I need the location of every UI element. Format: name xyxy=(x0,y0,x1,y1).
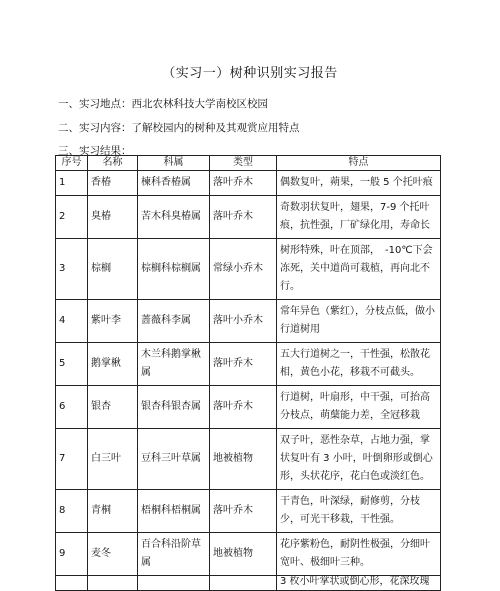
cell-no: 6 xyxy=(56,386,88,429)
cell-no: 3 xyxy=(56,239,88,300)
table-row xyxy=(56,429,441,490)
cell-family: 蔷薇科李属 xyxy=(138,300,210,343)
cell-family: 梧桐科梧桐属 xyxy=(138,490,210,533)
cell-feature: 干青色，叶深绿，耐修剪，分枝少，可光干移栽，干性强。 xyxy=(277,490,441,533)
cell-feature: 树形特殊，叶在顶部， -10℃下会冻死，关中道尚可栽植，再向北不行。 xyxy=(277,239,441,300)
cell-type: 落叶乔木 xyxy=(210,343,277,386)
cell-name: 鹅掌楸 xyxy=(88,343,138,386)
results-table xyxy=(55,155,441,591)
cell-no: 4 xyxy=(56,300,88,343)
cell-name: 臭椿 xyxy=(88,196,138,239)
cell-no: 7 xyxy=(56,429,88,490)
cell-type: 地被植物 xyxy=(210,533,277,576)
table-row xyxy=(56,300,441,343)
cell-feature: 行道树，叶扇形，中干强，可抬高分枝点，萌蘖能力差，全冠移栽 xyxy=(277,386,441,429)
cell-feature: 五大行道树之一，干性强，松散花相，黄色小花，移栽不可截头。 xyxy=(277,343,441,386)
cell-name: 青桐 xyxy=(88,490,138,533)
cell-feature: 常年异色（紫红），分枝点低，做小行道树用 xyxy=(277,300,441,343)
cell-no: 2 xyxy=(56,196,88,239)
cell-family: 棕榈科棕榈属 xyxy=(138,239,210,300)
table-row xyxy=(56,196,441,239)
header-family: 科属 xyxy=(138,156,210,171)
cell-type: 落叶小乔木 xyxy=(210,300,277,343)
section-location: 一、实习地点：西北农林科技大学南校区校园 xyxy=(58,98,268,110)
cell-no: 9 xyxy=(56,533,88,576)
cell-type: 落叶乔木 xyxy=(210,171,277,196)
header-feature: 特点 xyxy=(277,156,441,171)
table-row xyxy=(56,576,441,591)
cell-feature: 花序紫粉色，耐阴性极强，分细叶宽叶、极细叶三种。 xyxy=(277,533,441,576)
table-row xyxy=(56,239,441,300)
cell-name: 麦冬 xyxy=(88,533,138,576)
cell-type: 落叶乔木 xyxy=(210,386,277,429)
table-row xyxy=(56,386,441,429)
cell-name xyxy=(88,576,138,591)
table-row xyxy=(56,171,441,196)
cell-family: 银杏科银杏属 xyxy=(138,386,210,429)
cell-type: 落叶乔木 xyxy=(210,490,277,533)
cell-feature: 偶数复叶，蒴果，一般 5 个托叶痕 xyxy=(277,171,441,196)
cell-feature: 3 枚小叶掌状或倒心形，花深玫瑰 xyxy=(277,576,441,591)
cell-family: 豆科三叶草属 xyxy=(138,429,210,490)
header-no: 序号 xyxy=(56,156,88,171)
cell-family: 木兰科鹅掌楸属 xyxy=(138,343,210,386)
header-type: 类型 xyxy=(210,156,277,171)
cell-no xyxy=(56,576,88,591)
table-row xyxy=(56,343,441,386)
page-title: （实习一）树种识别实习报告 xyxy=(162,66,338,81)
cell-type: 地被植物 xyxy=(210,429,277,490)
cell-name: 紫叶李 xyxy=(88,300,138,343)
cell-feature: 奇数羽状复叶，翅果，7-9 个托叶痕，抗性强，厂矿绿化用，寿命长 xyxy=(277,196,441,239)
section-results: 三、实习结果： xyxy=(58,145,132,157)
table-row xyxy=(56,490,441,533)
cell-family: 楝科香椿属 xyxy=(138,171,210,196)
header-name: 名称 xyxy=(88,156,138,171)
cell-feature: 双子叶，恶性杂草，占地力强，掌状复叶有 3 小叶，叶倒卵形或倒心形，头状花序，花白色或淡红色。 xyxy=(277,429,441,490)
cell-type: 常绿小乔木 xyxy=(210,239,277,300)
table-header-row xyxy=(56,156,441,171)
cell-family: 百合科沿阶草属 xyxy=(138,533,210,576)
cell-name: 白三叶 xyxy=(88,429,138,490)
cell-family xyxy=(138,576,210,591)
cell-no: 5 xyxy=(56,343,88,386)
cell-no: 8 xyxy=(56,490,88,533)
cell-family: 苦木科臭椿属 xyxy=(138,196,210,239)
cell-type: 落叶乔木 xyxy=(210,196,277,239)
cell-no: 1 xyxy=(56,171,88,196)
table-row xyxy=(56,533,441,576)
cell-name: 棕榈 xyxy=(88,239,138,300)
cell-type xyxy=(210,576,277,591)
cell-name: 香椿 xyxy=(88,171,138,196)
section-content: 二、实习内容：了解校园内的树种及其观赏应用特点 xyxy=(58,122,300,134)
cell-name: 银杏 xyxy=(88,386,138,429)
